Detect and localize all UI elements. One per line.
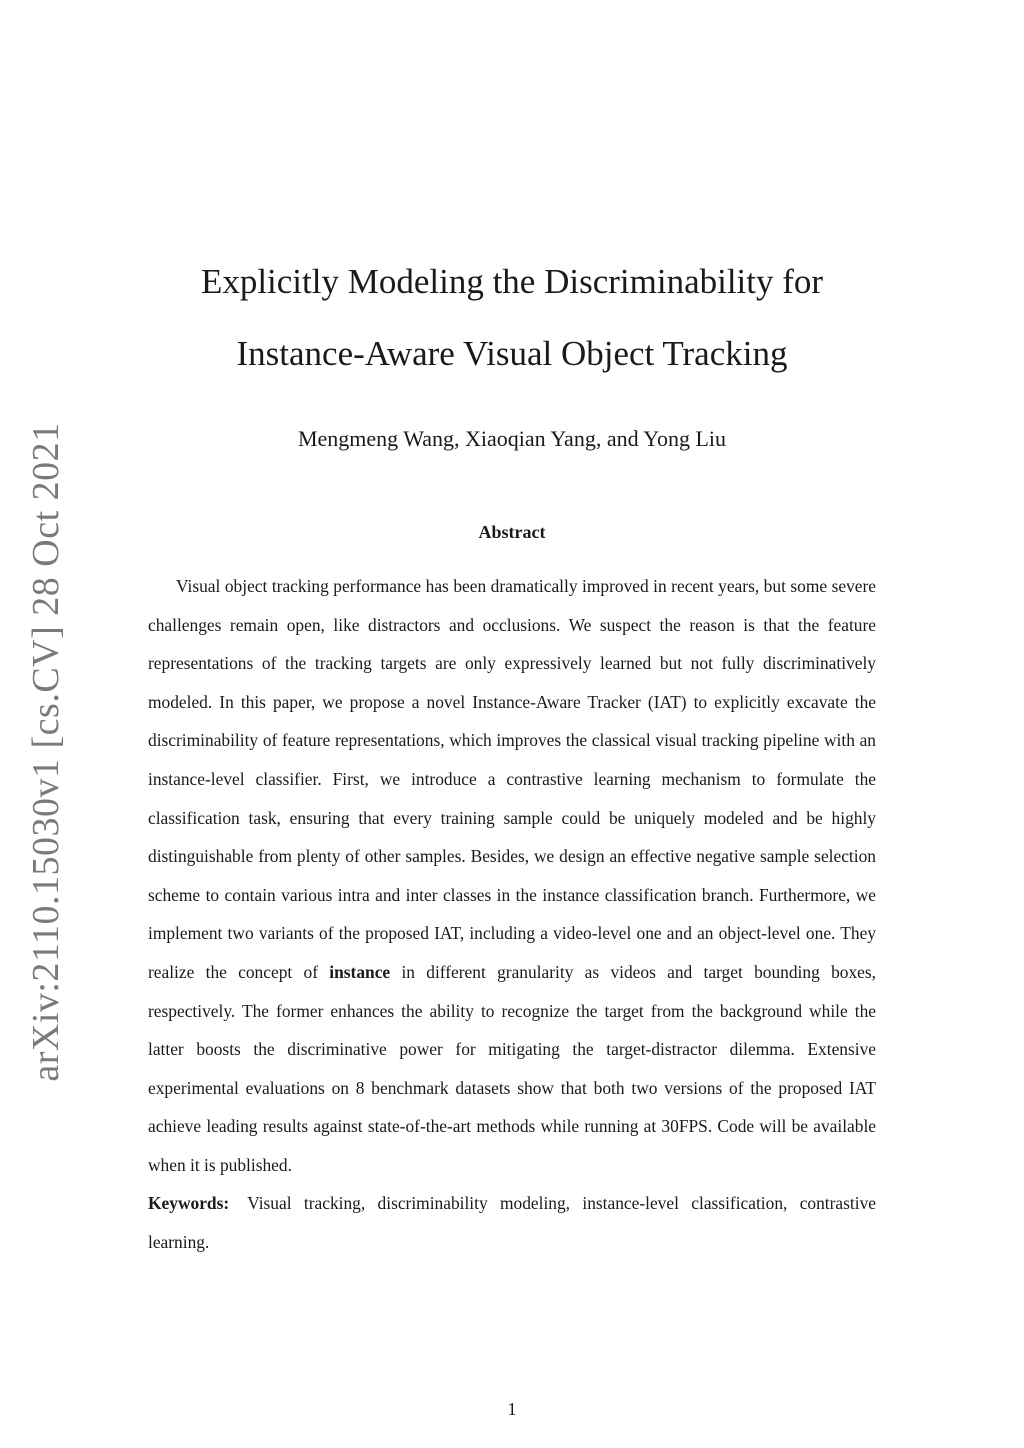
arxiv-sidebar-stamp: arXiv:2110.15030v1 [cs.CV] 28 Oct 2021 — [25, 422, 67, 1082]
abstract-text-part-2: in different granularity as videos and target bounding boxes, respectively. The former enhances the ability to recognize the target from the background while the latter boosts the discriminative power for mitigating the target-distractor dilemma. Extensive experimental evaluations on 8 benchmark datasets show that both two versions of the proposed IAT achieve leading results against state-of-the-art methods while running at 30FPS. Code will be available when it is published. — [148, 961, 876, 1175]
abstract-heading: Abstract — [478, 522, 546, 542]
keywords-text: Visual tracking, discriminability modeling, instance-level classification, contrastive learning. — [148, 1193, 876, 1252]
author-list: Mengmeng Wang, Xiaoqian Yang, and Yong Liu — [297, 426, 727, 451]
title-line-1: Explicitly Modeling the Discriminability for — [200, 262, 824, 301]
title-line-2: Instance-Aware Visual Object Tracking — [236, 334, 788, 373]
abstract-text-part-1: Visual object tracking performance has been dramatically improved in recent years, but some severe challenges remain open, like distractors and occlusions. We suspect the reason is that the feature representations of the tracking targets are only expressively learned but not fully discriminatively modeled. In this paper, we propose a novel Instance-Aware Tracker (IAT) to explicitly excavate the discriminability of feature representations, which improves the classical visual tracking pipeline with an instance-level classifier. First, we introduce a contrastive learning mechanism to formulate the classification task, ensuring that every training sample could be uniquely modeled and be highly distinguishable from plenty of other samples. Besides, we design an effective negative sample selection scheme to contain various intra and inter classes in the instance classification branch. Furthermore, we implement two variants of the proposed IAT, including a video-level one and an object-level one. They realize the concept of — [148, 576, 876, 982]
keywords-section — [148, 1184, 876, 1261]
paper-title — [0, 246, 1024, 390]
abstract-body — [148, 567, 876, 1185]
keywords-label: Keywords: — [148, 1193, 230, 1213]
page-number: 1 — [507, 1399, 517, 1419]
abstract-bold-term: instance — [329, 961, 391, 982]
abstract-paragraph — [148, 567, 876, 1185]
